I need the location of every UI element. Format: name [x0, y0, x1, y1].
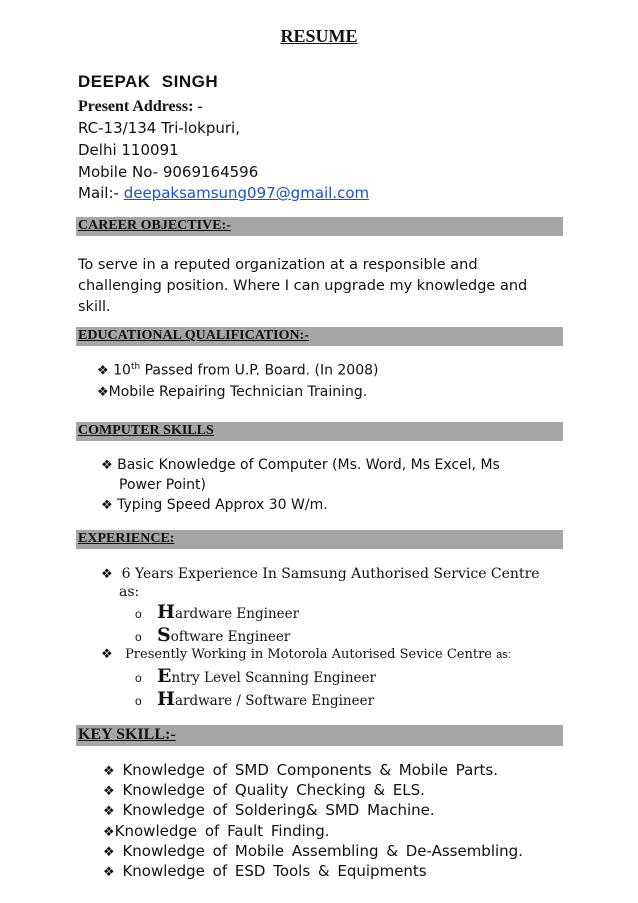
key-skill-item: ❖Knowledge of Fault Finding. — [103, 822, 330, 840]
experience-item: ❖ 6 Years Experience In Samsung Authorised Service Centre — [101, 566, 540, 582]
experience-sub-item: o Software Engineer — [135, 624, 291, 646]
career-line: skill. — [78, 299, 111, 315]
computer-skill-item: ❖ Basic Knowledge of Computer (Ms. Word, Ms Excel, Ms — [101, 457, 500, 473]
career-objective-heading: CAREER OBJECTIVE:- — [78, 218, 231, 233]
experience-item: ❖ Presently Working in Motorola Autorised Sevice Centre as: — [101, 647, 511, 662]
key-skill-heading: KEY SKILL:- — [78, 726, 176, 743]
resume-title: RESUME — [280, 26, 358, 46]
circle-bullet-icon: o — [135, 607, 142, 621]
diamond-bullet-icon: ❖ — [103, 804, 115, 819]
mobile-number: Mobile No- 9069164596 — [78, 163, 259, 181]
email-link[interactable]: deepaksamsung097@gmail.com — [123, 184, 370, 202]
career-line: To serve in a reputed organization at a responsible and — [78, 257, 478, 273]
diamond-bullet-icon: ❖ — [103, 865, 115, 880]
diamond-bullet-icon: ❖ — [101, 458, 113, 473]
career-line: challenging position. Where I can upgrade my knowledge and — [78, 278, 528, 294]
key-skill-item: ❖ Knowledge of Mobile Assembling & De-Assembling. — [103, 842, 523, 860]
diamond-bullet-icon: ❖ — [101, 498, 113, 513]
address-label: Present Address: - — [78, 98, 203, 115]
career-objective-heading-bar — [76, 217, 563, 236]
experience-heading-bar — [76, 530, 563, 549]
diamond-bullet-icon: ❖ — [103, 784, 115, 799]
diamond-bullet-icon: ❖ — [97, 385, 109, 400]
circle-bullet-icon: o — [135, 630, 142, 644]
address-line-1: RC-13/134 Tri-lokpuri, — [78, 119, 240, 137]
diamond-bullet-icon: ❖ — [103, 845, 115, 860]
diamond-bullet-icon: ❖ — [101, 647, 113, 662]
computer-skill-item: ❖ Typing Speed Approx 30 W/m. — [101, 497, 328, 513]
circle-bullet-icon: o — [135, 694, 142, 708]
computer-skills-heading-bar — [76, 422, 563, 441]
education-item: ❖ 10th Passed from U.P. Board. (In 2008) — [97, 362, 379, 379]
experience-heading: EXPERIENCE: — [78, 531, 175, 546]
address-line-2: Delhi 110091 — [78, 141, 179, 159]
mail-line — [78, 184, 369, 202]
career-objective-text — [78, 255, 558, 318]
diamond-bullet-icon: ❖ — [103, 825, 115, 840]
key-skill-item: ❖ Knowledge of ESD Tools & Equipments — [103, 862, 427, 880]
computer-skills-heading: COMPUTER SKILLS — [78, 423, 214, 438]
diamond-bullet-icon: ❖ — [103, 764, 115, 779]
education-heading: EDUCATIONAL QUALIFICATION:- — [78, 328, 309, 343]
candidate-name: DEEPAK SINGH — [78, 72, 219, 91]
diamond-bullet-icon: ❖ — [97, 363, 109, 379]
computer-skill-item-cont: Power Point) — [119, 477, 207, 493]
experience-sub-item: o Entry Level Scanning Engineer — [135, 665, 376, 687]
education-item: ❖Mobile Repairing Technician Training. — [97, 384, 368, 400]
key-skill-item: ❖ Knowledge of SMD Components & Mobile Parts. — [103, 761, 498, 779]
key-skill-item: ❖ Knowledge of Soldering& SMD Machine. — [103, 801, 435, 819]
education-heading-bar — [76, 327, 563, 346]
circle-bullet-icon: o — [135, 671, 142, 685]
key-skill-item: ❖ Knowledge of Quality Checking & ELS. — [103, 781, 425, 799]
experience-sub-item: o Hardware Engineer — [135, 601, 300, 623]
mail-label: Mail:- — [78, 184, 124, 202]
key-skill-heading-bar — [76, 725, 563, 746]
experience-sub-item: o Hardware / Software Engineer — [135, 688, 375, 710]
experience-item-cont: as: — [119, 584, 140, 600]
diamond-bullet-icon: ❖ — [101, 567, 113, 582]
